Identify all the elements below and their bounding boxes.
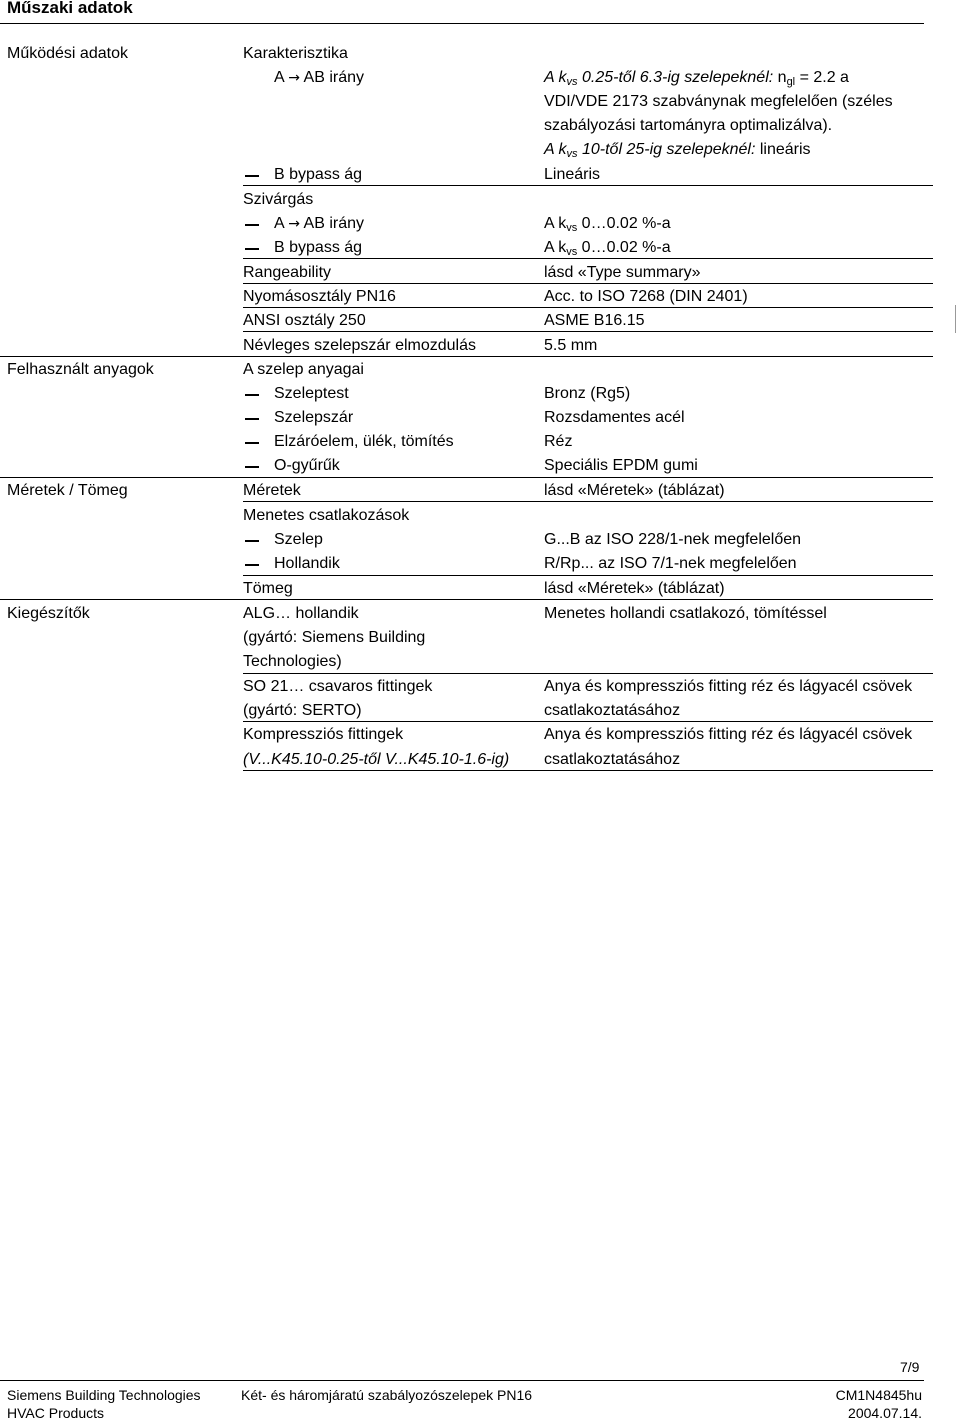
label-szelep-anyagai: A szelep anyagai	[243, 361, 364, 378]
dash-bullet	[245, 224, 259, 226]
value-elzaroelem: Réz	[544, 433, 573, 450]
label-szivargas-a-ab: A → AB irány	[274, 215, 365, 232]
dash-bullet	[245, 418, 259, 420]
value-szivargas-a-ab: A $k_{vs}$ 0…0.02 %-a	[544, 215, 671, 234]
dash-bullet	[245, 564, 259, 566]
label-kompresszios-1: Kompressziós fittingek	[243, 726, 404, 743]
label-alg-1: ALG… hollandik	[243, 605, 359, 622]
label-alg-2: (gyártó: Siemens Building	[243, 629, 426, 646]
row-divider	[243, 258, 933, 259]
value-karakterisztika-3: szabályozási tartományra optimalizálva).	[544, 117, 833, 134]
footer-doc-title: Két- és háromjáratú szabályozószelepek PN16	[241, 1387, 533, 1403]
row-divider	[243, 770, 933, 771]
footer-rule	[0, 1380, 924, 1381]
dash-bullet	[245, 466, 259, 468]
section-kiegeszitok: Kiegészítők	[7, 605, 90, 622]
section-mukodesi: Működési adatok	[7, 45, 128, 62]
value-so-2: csatlakoztatásához	[544, 702, 681, 719]
label-szelepszar: Szelepszár	[274, 409, 354, 426]
margin-mark	[955, 305, 956, 333]
section-divider	[0, 356, 933, 357]
section-divider	[0, 477, 933, 478]
label-karakterisztika: Karakterisztika	[243, 45, 348, 62]
value-karakterisztika-2: VDI/VDE 2173 szabványnak megfelelően (széles	[544, 93, 893, 110]
dash-bullet	[245, 540, 259, 542]
value-nyomasosztaly: Acc. to ISO 7268 (DIN 2401)	[544, 288, 748, 305]
arrow-icon: →	[288, 216, 300, 232]
label-szeleptest: Szeleptest	[274, 385, 349, 402]
label-hollandik: Hollandik	[274, 555, 340, 572]
label-rangeability: Rangeability	[243, 264, 332, 281]
label-so-1: SO 21… csavaros fittingek	[243, 678, 433, 695]
label-so-2: (gyártó: SERTO)	[243, 702, 362, 719]
row-divider	[243, 185, 933, 186]
label-nyomasosztaly: Nyomásosztály PN16	[243, 288, 396, 305]
value-nevleges: 5.5 mm	[544, 337, 598, 354]
label-elzaroelem: Elzáróelem, ülék, tömítés	[274, 433, 454, 450]
label-o-gyuruk: O-gyűrűk	[274, 457, 340, 474]
label-alg-3: Technologies)	[243, 653, 342, 670]
footer-company: Siemens Building Technologies	[7, 1387, 201, 1403]
value-szeleptest: Bronz (Rg5)	[544, 385, 631, 402]
row-divider	[243, 721, 933, 722]
page-number: 7/9	[900, 1359, 920, 1375]
value-tomeg: lásd «Méretek» (táblázat)	[544, 580, 725, 597]
label-b-bypass: B bypass ág	[274, 166, 363, 183]
row-divider	[243, 575, 933, 576]
value-alg: Menetes hollandi csatlakozó, tömítéssel	[544, 605, 827, 622]
label-meretek: Méretek	[243, 482, 301, 499]
label-szivargas-b-bypass: B bypass ág	[274, 239, 363, 256]
dash-bullet	[245, 442, 259, 444]
row-divider	[243, 673, 933, 674]
footer-doc-number: CM1N4845hu	[835, 1387, 922, 1403]
row-divider	[243, 307, 933, 308]
section-anyagok: Felhasznált anyagok	[7, 361, 154, 378]
title-rule	[0, 23, 924, 24]
footer-division: HVAC Products	[7, 1405, 104, 1421]
value-rangeability: lásd «Type summary»	[544, 264, 701, 281]
footer-date: 2004.07.14.	[848, 1405, 922, 1421]
value-b-bypass: Lineáris	[544, 166, 601, 183]
value-kompresszios-2: csatlakoztatásához	[544, 751, 681, 768]
value-karakterisztika-4: A $k_{vs}$ 10-től 25-ig szelepeknél: lineáris	[544, 141, 811, 160]
value-hollandik: R/Rp... az ISO 7/1-nek megfelelően	[544, 555, 797, 572]
value-szelepszar: Rozsdamentes acél	[544, 409, 685, 426]
label-ansi: ANSI osztály 250	[243, 312, 366, 329]
section-divider	[0, 599, 933, 600]
value-szelep: G...B az ISO 228/1-nek megfelelően	[544, 531, 802, 548]
row-divider	[243, 501, 933, 502]
label-tomeg: Tömeg	[243, 580, 293, 597]
page-title: Műszaki adatok	[7, 0, 133, 17]
value-kompresszios-1: Anya és kompressziós fitting réz és lágyacél csövek	[544, 726, 913, 743]
value-karakterisztika-1: A $k_{vs}$ 0.25-től 6.3-ig szelepeknél: $n_{gl} = 2.2$ a	[544, 69, 849, 88]
label-menetes-csatlakozasok: Menetes csatlakozások	[243, 507, 410, 524]
dash-bullet	[245, 394, 259, 396]
label-szivargas: Szivárgás	[243, 191, 314, 208]
dash-bullet	[245, 248, 259, 250]
label-nevleges: Névleges szelepszár elmozdulás	[243, 337, 476, 354]
label-szelep: Szelep	[274, 531, 323, 548]
row-divider	[243, 283, 933, 284]
section-meretek: Méretek / Tömeg	[7, 482, 128, 499]
label-a-ab-irany: A → AB irány	[274, 69, 365, 86]
arrow-icon: →	[288, 70, 300, 86]
value-so-1: Anya és kompressziós fitting réz és lágyacél csövek	[544, 678, 913, 695]
dash-bullet	[245, 175, 259, 177]
value-o-gyuruk: Speciális EPDM gumi	[544, 457, 698, 474]
value-szivargas-b-bypass: A $k_{vs}$ 0…0.02 %-a	[544, 239, 671, 258]
value-meretek: lásd «Méretek» (táblázat)	[544, 482, 725, 499]
label-kompresszios-2: (V...K45.10-0.25-től V...K45.10-1.6-ig)	[243, 751, 510, 768]
value-ansi: ASME B16.15	[544, 312, 645, 329]
row-divider	[243, 331, 933, 332]
